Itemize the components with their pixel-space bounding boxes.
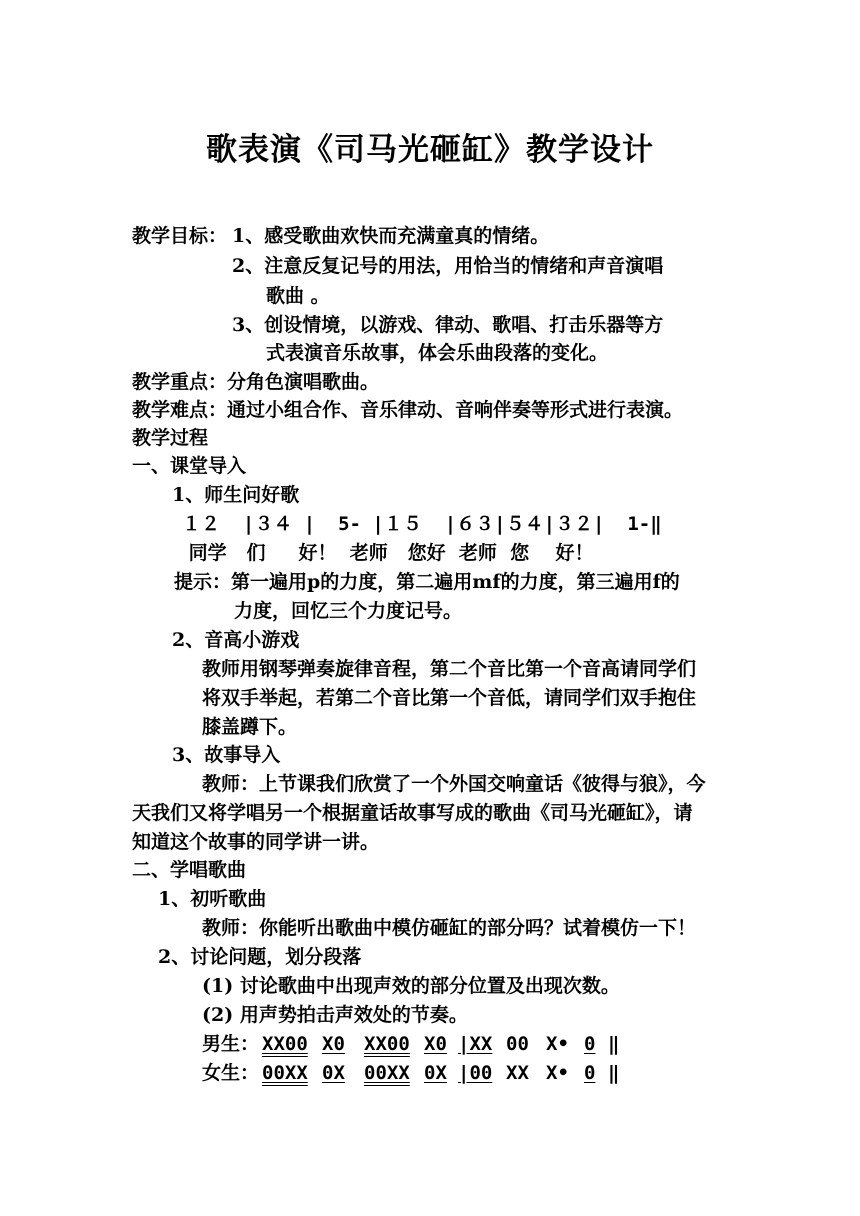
female-rhythm-label: 女生：	[202, 1062, 260, 1084]
female-rhythm-5: |00	[458, 1062, 493, 1084]
male-rhythm-7: X•	[546, 1033, 569, 1055]
goal-item-3-cont: 式表演音乐故事，体会乐曲段落的变化。	[266, 342, 609, 364]
game-line-1: 教师用钢琴弹奏旋律音程，第二个音比第一个音高请同学们	[202, 658, 697, 680]
subheading-pitch-game: 2、音高小游戏	[172, 629, 300, 651]
goal-item-1: 1、感受歌曲欢快而充满童真的情绪。	[232, 225, 550, 247]
male-rhythm-label: 男生：	[202, 1033, 260, 1055]
goal-item-3: 3、创设情境，以游戏、律动、歌唱、打击乐器等方	[232, 314, 664, 336]
male-rhythm-1: XX00	[262, 1033, 308, 1055]
song-lyrics: 同学 们 好！ 老师 您好 老师 您 好！	[182, 542, 594, 564]
hint-line-2: 力度，回忆三个力度记号。	[234, 600, 463, 622]
female-rhythm-1: 00XX	[262, 1062, 308, 1084]
subheading-greeting-song: 1、师生问好歌	[172, 484, 300, 506]
female-rhythm-8: 0	[584, 1062, 596, 1084]
male-rhythm-5: |XX	[458, 1033, 493, 1055]
male-rhythm-8: 0	[584, 1033, 596, 1055]
male-rhythm-2: X0	[322, 1033, 345, 1055]
game-line-3: 膝盖蹲下。	[202, 716, 298, 738]
male-rhythm-end: ‖	[608, 1033, 620, 1055]
key-point: 教学重点：分角色演唱歌曲。	[132, 371, 380, 393]
story-line-2: 天我们又将学唱另一个根据童话故事写成的歌曲《司马光砸缸》，请	[132, 802, 693, 824]
listen-prompt: 教师：你能听出歌曲中模仿砸缸的部分吗？试着模仿一下！	[202, 917, 697, 939]
process-heading: 教学过程	[132, 427, 209, 449]
female-rhythm-end: ‖	[608, 1062, 620, 1084]
hint-line-1: 提示：第一遍用p的力度，第二遍用mf的力度，第三遍用f的	[174, 571, 680, 593]
game-line-2: 将双手举起，若第二个音比第一个音低，请同学们双手抱住	[202, 687, 697, 709]
female-rhythm-4: 0X	[424, 1062, 447, 1084]
goal-item-2: 2、注意反复记号的用法，用恰当的情绪和声音演唱	[232, 255, 664, 277]
subheading-discussion: 2、讨论问题，划分段落	[158, 946, 362, 968]
goals-label: 教学目标：	[132, 225, 228, 247]
discussion-question-2: (2) 用声势拍击声效处的节奏。	[202, 1004, 468, 1026]
subheading-story-intro: 3、故事导入	[172, 744, 281, 766]
female-rhythm-7: X•	[546, 1062, 569, 1084]
story-line-1: 教师：上节课我们欣赏了一个外国交响童话《彼得与狼》，今	[202, 773, 706, 795]
subheading-first-listen: 1、初听歌曲	[158, 888, 267, 910]
goal-item-2-cont: 歌曲 。	[266, 285, 330, 307]
female-rhythm-2: 0X	[322, 1062, 345, 1084]
male-rhythm-4: X0	[424, 1033, 447, 1055]
difficulty: 教学难点：通过小组合作、音乐律动、音响伴奏等形式进行表演。	[132, 399, 684, 421]
male-rhythm-6: 00	[506, 1033, 529, 1055]
story-line-3: 知道这个故事的同学讲一讲。	[132, 831, 380, 853]
female-rhythm-6: XX	[506, 1062, 529, 1084]
section-heading-2: 二、学唱歌曲	[132, 859, 247, 881]
discussion-question-1: (1) 讨论歌曲中出现声效的部分位置及出现次数。	[202, 975, 620, 997]
section-heading-1: 一、课堂导入	[132, 455, 247, 477]
male-rhythm-3: XX00	[364, 1033, 410, 1055]
female-rhythm-3: 00XX	[364, 1062, 410, 1084]
music-notation: １２ |３４ | 5- |１５ |６３|５４|３２| 1-‖	[182, 513, 662, 535]
document-title: 歌表演《司马光砸缸》教学设计	[206, 132, 654, 168]
